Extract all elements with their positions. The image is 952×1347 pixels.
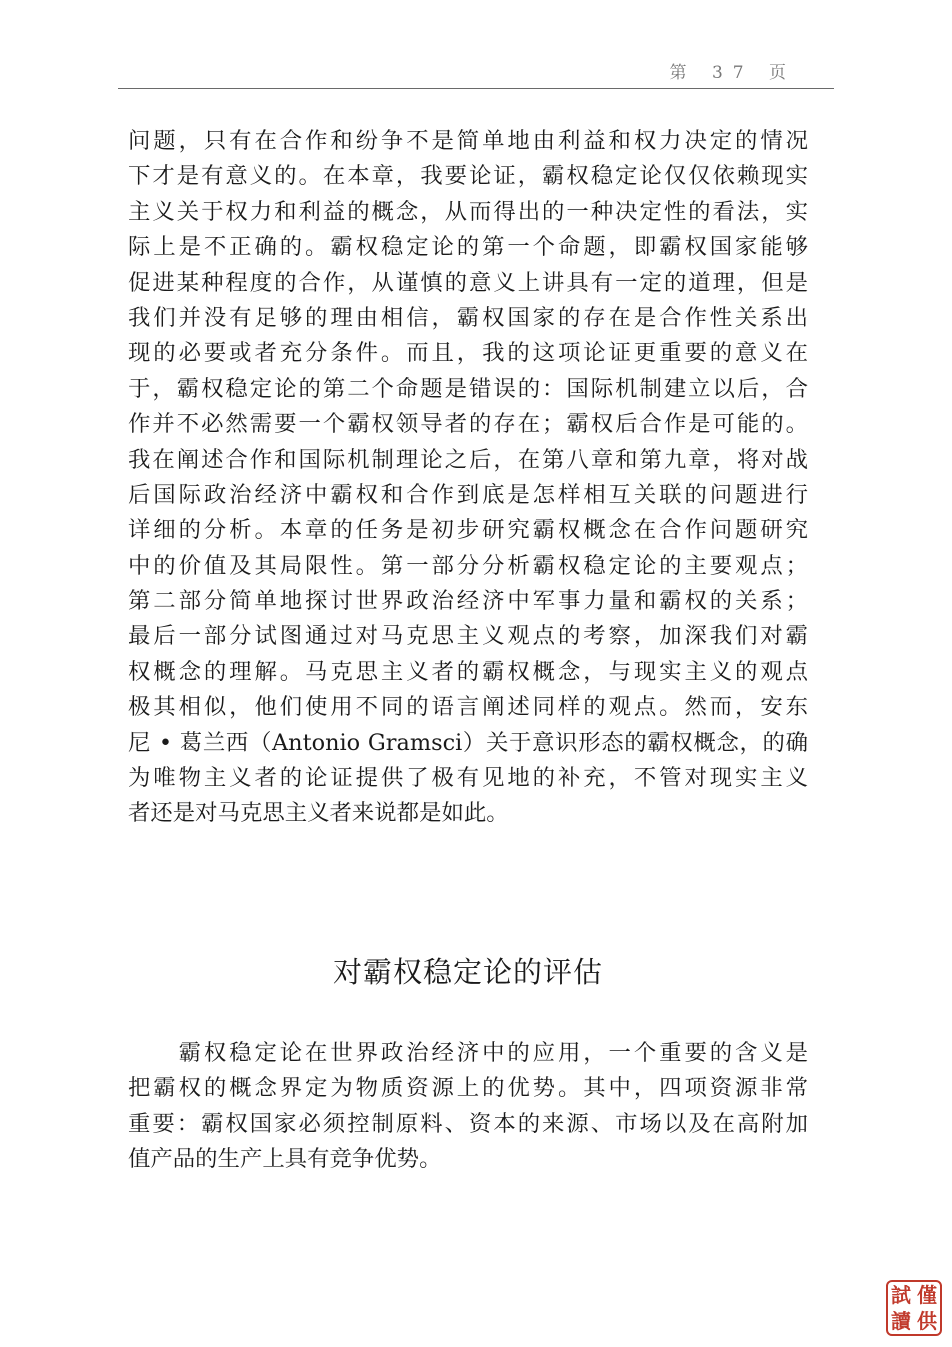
text-line: 际上是不正确的。霸权稳定论的第一个命题，即霸权国家能够: [128, 234, 808, 261]
section-heading: 对霸权稳定论的评估: [332, 955, 603, 989]
page-header: [118, 58, 834, 89]
text-line: 霸权稳定论在世界政治经济中的应用，一个重要的含义是: [128, 1040, 808, 1066]
trial-reading-stamp: [886, 1280, 942, 1336]
paragraph-2: [128, 1036, 808, 1178]
text-line: 第二部分简单地探讨世界政治经济中军事力量和霸权的关系；: [128, 588, 808, 615]
stamp-char: 讀: [891, 1309, 911, 1333]
text-line: 详细的分析。本章的任务是初步研究霸权概念在合作问题研究: [128, 517, 808, 544]
text-line: 作并不必然需要一个霸权领导者的存在；霸权后合作是可能的。: [128, 411, 808, 438]
text-line: 于，霸权稳定论的第二个命题是错误的：国际机制建立以后，合: [128, 375, 808, 402]
stamp-char: 供: [917, 1309, 937, 1333]
text-line: 促进某种程度的合作，从谨慎的意义上讲具有一定的道理，但是: [128, 269, 808, 296]
text-line: 权概念的理解。马克思主义者的霸权概念，与现实主义的观点: [128, 658, 808, 685]
stamp-char: 試: [891, 1283, 911, 1307]
text-line: 者还是对马克思主义者来说都是如此。: [128, 800, 509, 827]
text-line: 尼 • 葛兰西（Antonio Gramsci）关于意识形态的霸权概念，的确: [128, 729, 808, 756]
text-line: 中的价值及其局限性。第一部分分析霸权稳定论的主要观点；: [128, 552, 808, 579]
paragraph-1: [128, 124, 808, 832]
text-line: 值产品的生产上具有竞争优势。: [128, 1146, 442, 1173]
text-line: 下才是有意义的。在本章，我要论证，霸权稳定论仅仅依赖现实: [128, 163, 808, 190]
text-line: 主义关于权力和利益的概念，从而得出的一种决定性的看法，实: [128, 198, 808, 225]
text-line: 重要：霸权国家必须控制原料、资本的来源、市场以及在高附加: [128, 1110, 808, 1137]
text-line: 把霸权的概念界定为物质资源上的优势。其中，四项资源非常: [128, 1075, 808, 1102]
text-line: 极其相似，他们使用不同的语言阐述同样的观点。然而，安东: [128, 694, 808, 721]
text-line: 最后一部分试图通过对马克思主义观点的考察，加深我们对霸: [128, 623, 808, 650]
text-line: 问题，只有在合作和纷争不是简单地由利益和权力决定的情况: [128, 128, 808, 154]
text-line: 后国际政治经济中霸权和合作到底是怎样相互关联的问题进行: [128, 481, 808, 508]
page-number: 第 37 页: [669, 63, 796, 83]
text-line: 现的必要或者充分条件。而且，我的这项论证更重要的意义在: [128, 340, 808, 367]
stamp-char: 僅: [917, 1283, 937, 1307]
text-line: 为唯物主义者的论证提供了极有见地的补充，不管对现实主义: [128, 765, 808, 792]
text-line: 我们并没有足够的理由相信，霸权国家的存在是合作性关系出: [128, 304, 808, 331]
text-line: 我在阐述合作和国际机制理论之后，在第八章和第九章，将对战: [128, 446, 808, 473]
